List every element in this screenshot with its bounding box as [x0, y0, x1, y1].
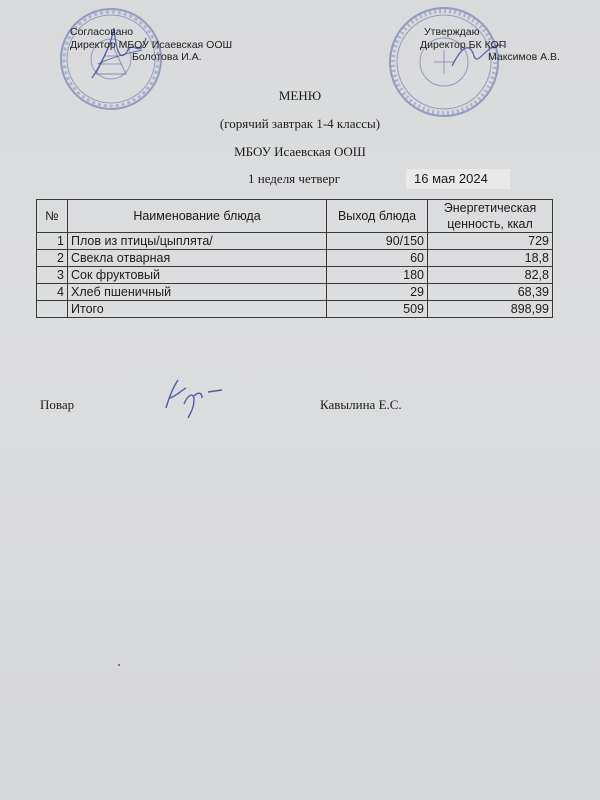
approval-left-line1: Согласовано [70, 26, 134, 38]
week-day: 1 неделя четверг [248, 171, 341, 186]
document-subtitle: (горячий завтрак 1-4 классы) [219, 116, 381, 131]
approval-left [70, 26, 232, 64]
school-name: МБОУ Исаевская ООШ [234, 144, 366, 159]
row-number: 3 [37, 267, 68, 284]
header-output: Выход блюда [327, 200, 428, 233]
header-dish-name: Наименование блюда [68, 200, 327, 233]
row-output: 180 [327, 267, 428, 284]
row-output: 29 [327, 284, 428, 301]
approval-right-line3: Максимов А.В. [488, 51, 560, 63]
header-energy: Энергетическая ценность, ккал [428, 200, 553, 233]
date-label: 16 мая 2024 [406, 169, 510, 189]
table-total-row [37, 301, 553, 318]
approval-right-line1: Утверждаю [424, 26, 480, 38]
cook-label: Повар [40, 397, 75, 412]
total-label: Итого [68, 301, 327, 318]
row-number: 2 [37, 250, 68, 267]
total-output: 509 [327, 301, 428, 318]
row-dish-name: Хлеб пшеничный [68, 284, 327, 301]
approval-left-line3: Болотова И.А. [132, 51, 202, 63]
row-number: 4 [37, 284, 68, 301]
row-output: 60 [327, 250, 428, 267]
row-energy: 82,8 [428, 267, 553, 284]
row-dish-name: Сок фруктовый [68, 267, 327, 284]
table-row [37, 284, 553, 301]
approval-right [420, 26, 560, 64]
table-row [37, 267, 553, 284]
header-number: № [37, 200, 68, 233]
approval-left-line2: Директор МБОУ Исаевская ООШ [70, 38, 233, 51]
approval-right-line2: Директор БК КОП [420, 38, 507, 51]
document-title: МЕНЮ [278, 88, 322, 103]
cook-name: Кавылина Е.С. [320, 397, 402, 412]
table-row [37, 233, 553, 250]
row-energy: 729 [428, 233, 553, 250]
menu-table [36, 199, 553, 318]
row-energy: 18,8 [428, 250, 553, 267]
row-dish-name: Свекла отварная [68, 250, 327, 267]
row-number: 1 [37, 233, 68, 250]
table-row [37, 250, 553, 267]
paper-speck [118, 664, 120, 666]
row-dish-name: Плов из птицы/цыплята/ [68, 233, 327, 250]
cook-signature [160, 374, 230, 420]
total-energy: 898,99 [428, 301, 553, 318]
total-number-empty [37, 301, 68, 318]
row-output: 90/150 [327, 233, 428, 250]
table-header-row [37, 200, 553, 233]
row-energy: 68,39 [428, 284, 553, 301]
